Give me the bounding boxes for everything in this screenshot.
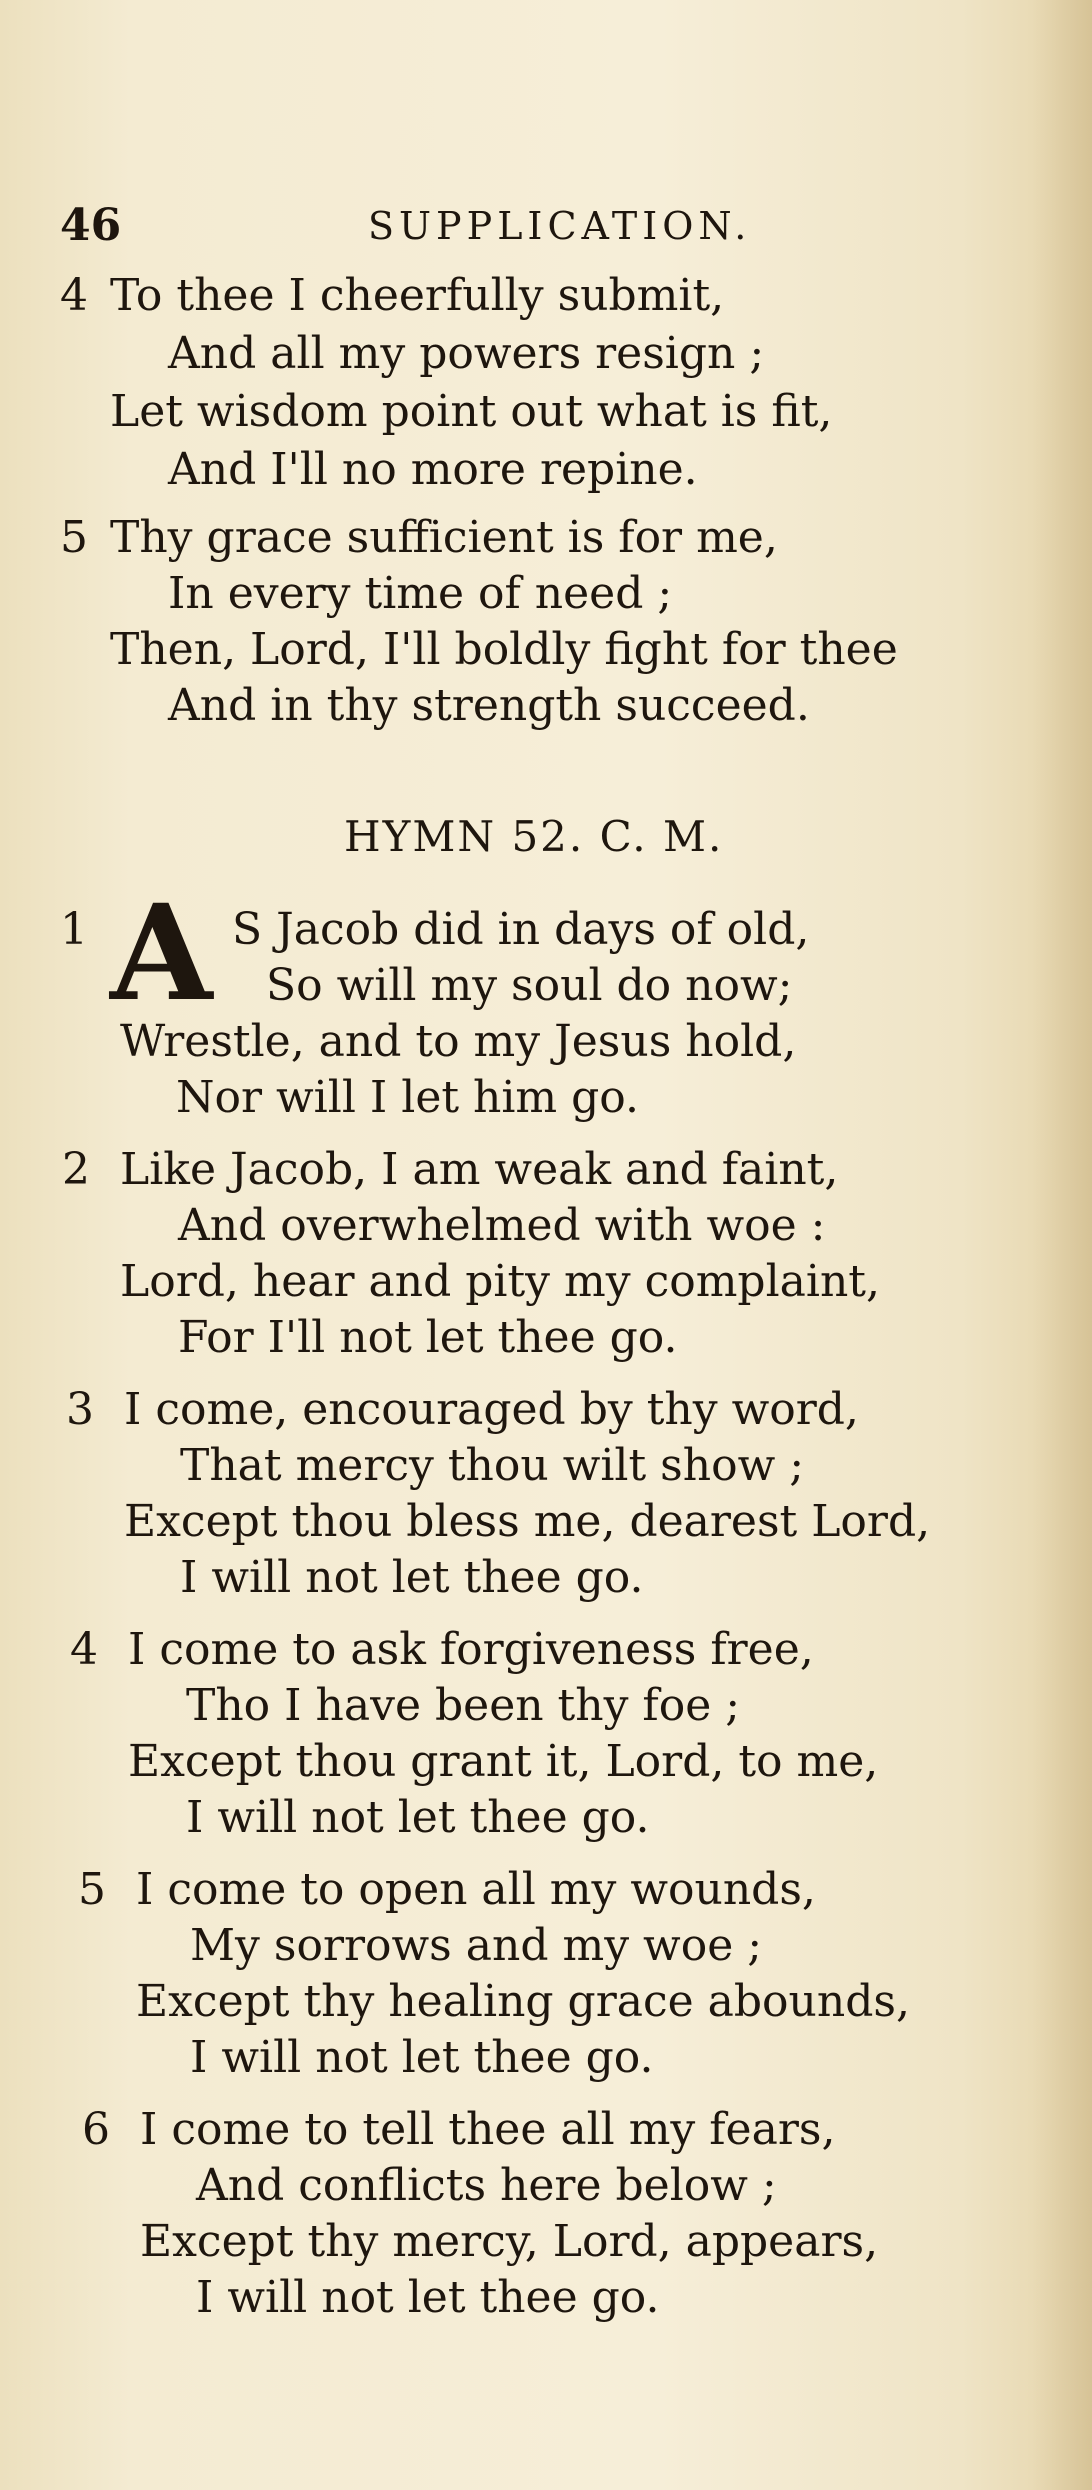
verse-line: Then, Lord, I'll boldly fight for thee xyxy=(110,624,898,675)
verse-line: S Jacob did in days of old, xyxy=(232,904,810,955)
verse-line: Nor will I let him go. xyxy=(176,1072,640,1123)
verse-line: Wrestle, and to my Jesus hold, xyxy=(120,1016,797,1067)
verse-line: I come, encouraged by thy word, xyxy=(124,1384,859,1435)
verse-line: Thy grace sufficient is for me, xyxy=(110,512,778,563)
verse-line: And overwhelmed with woe : xyxy=(178,1200,826,1251)
verse-line: In every time of need ; xyxy=(168,568,673,619)
verse-number: 3 xyxy=(66,1384,94,1435)
verse-line: I will not let thee go. xyxy=(180,1552,644,1603)
verse-line: Except thy mercy, Lord, appears, xyxy=(140,2216,879,2267)
verse-line: Except thy healing grace abounds, xyxy=(136,1976,910,2027)
page-edge-shadow xyxy=(1032,0,1092,2490)
verse-line: And in thy strength succeed. xyxy=(168,680,810,731)
hymn-heading: HYMN 52. C. M. xyxy=(344,812,724,861)
verse-line: I will not let thee go. xyxy=(190,2032,654,2083)
verse-number: 6 xyxy=(82,2104,110,2155)
verse-number: 1 xyxy=(60,904,88,955)
verse-line: Tho I have been thy foe ; xyxy=(186,1680,741,1731)
verse-line: I will not let thee go. xyxy=(186,1792,650,1843)
drop-cap: A xyxy=(110,876,213,1031)
verse-line: And all my powers resign ; xyxy=(168,328,765,379)
verse-line: Except thou grant it, Lord, to me, xyxy=(128,1736,879,1787)
verse-line: Like Jacob, I am weak and faint, xyxy=(120,1144,839,1195)
verse-line: I will not let thee go. xyxy=(196,2272,660,2323)
page-number: 46 xyxy=(60,200,122,251)
verse-line: Let wisdom point out what is fit, xyxy=(110,386,833,437)
verse-number: 5 xyxy=(60,512,88,563)
verse-number: 4 xyxy=(70,1624,98,1675)
verse-line: To thee I cheerfully submit, xyxy=(110,270,725,321)
verse-line: For I'll not let thee go. xyxy=(178,1312,678,1363)
verse-number: 5 xyxy=(78,1864,106,1915)
verse-number: 4 xyxy=(60,270,88,321)
verse-line: And conflicts here below ; xyxy=(196,2160,777,2211)
running-head xyxy=(0,200,1092,260)
verse-line: My sorrows and my woe ; xyxy=(190,1920,763,1971)
verse-line: I come to open all my wounds, xyxy=(136,1864,816,1915)
verse-line: Except thou bless me, dearest Lord, xyxy=(124,1496,931,1547)
verse-line: That mercy thou wilt show ; xyxy=(180,1440,805,1491)
verse-number: 2 xyxy=(62,1144,90,1195)
verse-line: I come to ask forgiveness free, xyxy=(128,1624,814,1675)
section-title: SUPPLICATION. xyxy=(368,204,752,248)
verse-line: Lord, hear and pity my complaint, xyxy=(120,1256,880,1307)
verse-line: And I'll no more repine. xyxy=(168,444,698,495)
verse-line: So will my soul do now; xyxy=(266,960,793,1011)
verse-line: I come to tell thee all my fears, xyxy=(140,2104,836,2155)
